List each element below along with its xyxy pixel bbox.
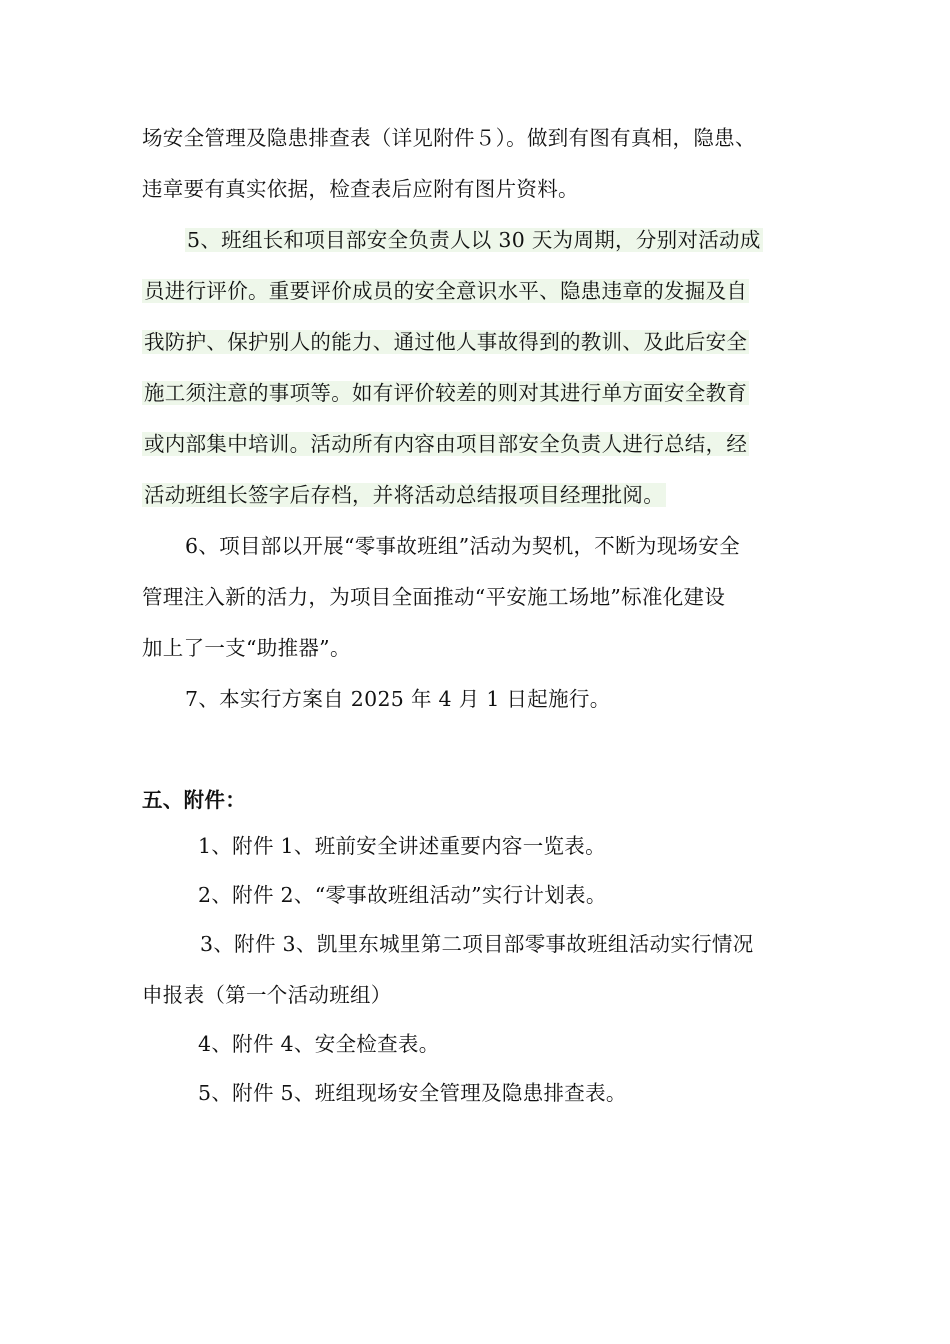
attachment-item-5: 5、附件 5、班组现场安全管理及隐患排查表。 bbox=[198, 1081, 627, 1105]
paragraph-6-line-1: 6、项目部以开展“零事故班组”活动为契机，不断为现场安全 bbox=[185, 534, 740, 558]
paragraph-4-line-1: 场安全管理及隐患排查表（详见附件５）。做到有图有真相，隐患、 bbox=[142, 126, 756, 150]
paragraph-7: 7、本实行方案自 2025 年 4 月 1 日起施行。 bbox=[185, 687, 611, 711]
paragraph-5-line-4: 施工须注意的事项等。如有评价较差的则对其进行单方面安全教育 bbox=[144, 381, 748, 405]
paragraph-5-line-1: 5、班组长和项目部安全负责人以 30 天为周期，分别对活动成 bbox=[187, 228, 761, 252]
paragraph-4-line-2: 违章要有真实依据，检查表后应附有图片资料。 bbox=[142, 177, 579, 201]
paragraph-5-line-2: 员进行评价。重要评价成员的安全意识水平、隐患违章的发掘及自 bbox=[144, 279, 748, 303]
paragraph-5-line-5: 或内部集中培训。活动所有内容由项目部安全负责人进行总结，经 bbox=[144, 432, 748, 456]
attachment-item-1: 1、附件 1、班前安全讲述重要内容一览表。 bbox=[198, 834, 606, 858]
attachment-item-4: 4、附件 4、安全检查表。 bbox=[198, 1032, 440, 1056]
attachment-item-3-line-2: 申报表（第一个活动班组） bbox=[142, 983, 392, 1007]
paragraph-6-line-3: 加上了一支“助推器”。 bbox=[142, 636, 351, 660]
attachment-item-3-line-1: 3、附件 3、凯里东城里第二项目部零事故班组活动实行情况 bbox=[200, 932, 754, 956]
paragraph-5-line-6: 活动班组长签字后存档，并将活动总结报项目经理批阅。 bbox=[144, 483, 664, 507]
attachment-item-2: 2、附件 2、“零事故班组活动”实行计划表。 bbox=[198, 883, 607, 907]
paragraph-6-line-2: 管理注入新的活力，为项目全面推动“平安施工场地”标准化建设 bbox=[142, 585, 726, 609]
section-5-heading: 五、附件： bbox=[142, 788, 246, 812]
paragraph-5-line-3: 我防护、保护别人的能力、通过他人事故得到的教训、及此后安全 bbox=[144, 330, 748, 354]
